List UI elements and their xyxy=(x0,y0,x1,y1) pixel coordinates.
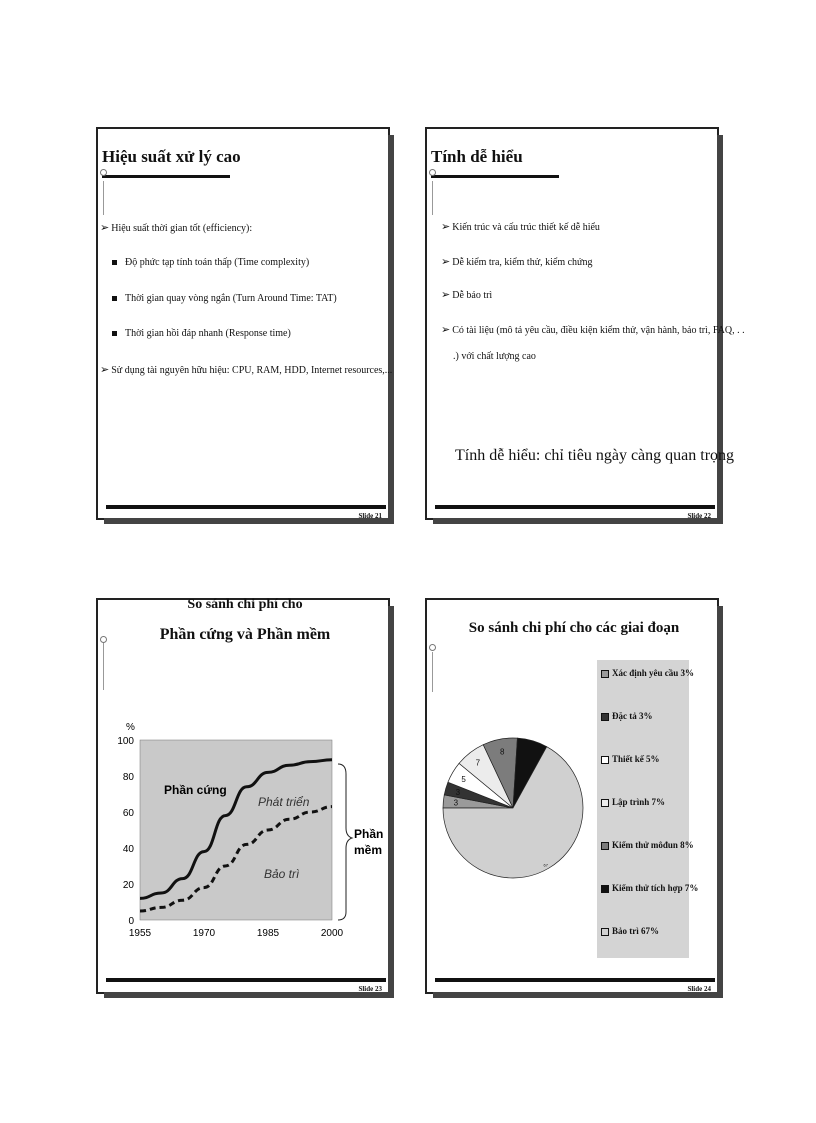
legend-item xyxy=(601,840,694,850)
x-tick-label: 1970 xyxy=(192,928,216,939)
sub-bullet-item xyxy=(112,293,337,304)
legend-label: Thiết kế 5% xyxy=(612,754,660,764)
title-underline xyxy=(431,175,559,178)
slide-shadow xyxy=(433,518,723,524)
bullet-text: Có tài liệu (mô tả yêu cầu, điều kiện kiểm thử, vận hành, bảo trì, FAQ, . . xyxy=(452,325,745,336)
slide-shadow xyxy=(717,606,723,998)
bullet-item xyxy=(100,363,392,376)
arrow-bullet-icon: ➢ xyxy=(100,222,110,234)
legend-swatch-icon xyxy=(601,842,609,850)
legend-item xyxy=(601,797,665,807)
y-tick-label: 0 xyxy=(128,916,134,927)
slide-21 xyxy=(96,127,393,520)
bullet-text: Sử dụng tài nguyên hữu hiệu: CPU, RAM, HDD, Internet resources,... xyxy=(111,365,393,376)
slide-24 xyxy=(425,598,719,994)
x-tick-label: 1955 xyxy=(128,928,152,939)
emphasis-text: Tính dễ hiểu: chỉ tiêu ngày càng quan trọng xyxy=(455,447,735,464)
arrow-bullet-icon: ➢ xyxy=(441,289,451,301)
legend-item xyxy=(601,883,698,893)
chart-plot-area xyxy=(140,740,332,920)
title-underline xyxy=(102,175,230,178)
slide-title: So sánh chi phí cho các giai đoạn xyxy=(468,620,680,636)
legend-item xyxy=(601,711,653,721)
slide-shadow xyxy=(388,606,394,998)
label-maint: Bảo trì xyxy=(264,867,300,881)
bullet-text: Thời gian hồi đáp nhanh (Response time) xyxy=(125,328,291,339)
bullet-text: Dễ kiểm tra, kiểm thử, kiểm chứng xyxy=(452,257,593,268)
rule-knob xyxy=(429,644,436,651)
cost-area-chart xyxy=(98,710,388,980)
slide-number: Slide 24 xyxy=(687,985,711,993)
legend-label: Xác định yêu cầu 3% xyxy=(612,668,695,678)
pie-slice-label: 7 xyxy=(475,758,481,768)
arrow-bullet-icon: ➢ xyxy=(441,324,451,336)
bullet-text: Dễ bảo trì xyxy=(452,290,493,301)
bullet-text: Thời gian quay vòng ngắn (Turn Around Time: TAT) xyxy=(125,293,337,304)
brace-icon xyxy=(338,764,352,920)
bullet-text: Hiệu suất thời gian tốt (efficiency): xyxy=(111,223,253,234)
slide-title: So sánh chi phí cho xyxy=(187,597,303,612)
x-tick-label: 1985 xyxy=(256,928,280,939)
slide-22 xyxy=(425,127,745,520)
slide-title: Hiệu suất xử lý cao xyxy=(102,147,241,166)
bullet-item xyxy=(441,220,600,233)
legend-label: Kiểm thử tích hợp 7% xyxy=(612,883,699,893)
pie-slice-label: 3 xyxy=(453,798,459,808)
arrow-bullet-icon: ➢ xyxy=(441,256,451,268)
legend-label: Lập trình 7% xyxy=(612,797,666,807)
square-bullet-icon xyxy=(112,296,117,301)
vertical-rule xyxy=(432,181,433,215)
pie-slice-label: 8 xyxy=(500,747,505,757)
pie-slice-label: 3 xyxy=(455,787,461,797)
legend-label: Kiểm thử môđun 8% xyxy=(612,840,694,850)
slide-title: Tính dễ hiểu xyxy=(431,147,523,166)
brace-label-2: mềm xyxy=(354,843,383,857)
y-axis-label: % xyxy=(126,722,135,733)
y-tick-label: 80 xyxy=(122,772,134,783)
slide-subtitle: Phần cứng và Phần mềm xyxy=(159,626,331,643)
legend-swatch-icon xyxy=(601,928,609,936)
slide-shadow xyxy=(104,992,394,998)
bullet-item xyxy=(441,323,745,336)
bullet-item xyxy=(441,288,492,301)
legend-swatch-icon xyxy=(601,713,609,721)
bullet-text: .) với chất lượng cao xyxy=(453,351,536,362)
footer-bar xyxy=(106,505,386,509)
bullet-item xyxy=(100,221,252,234)
phase-cost-pie-chart xyxy=(431,676,591,936)
footer-bar xyxy=(106,978,386,982)
legend-label: Đặc tả 3% xyxy=(612,711,653,721)
slide-number: Slide 22 xyxy=(687,512,711,520)
vertical-rule xyxy=(103,181,104,215)
slide-shadow xyxy=(433,992,723,998)
pie-slice-label: 5 xyxy=(461,774,466,784)
slide-shadow xyxy=(388,135,394,524)
slide-number: Slide 21 xyxy=(358,512,382,520)
label-dev: Phát triển xyxy=(258,795,310,809)
square-bullet-icon xyxy=(112,331,117,336)
bullet-text: Kiến trúc và cấu trúc thiết kế dễ hiểu xyxy=(452,222,600,233)
y-tick-label: 40 xyxy=(122,844,134,855)
legend-swatch-icon xyxy=(601,756,609,764)
y-tick-label: 100 xyxy=(117,736,134,747)
legend-swatch-icon xyxy=(601,799,609,807)
rule-knob xyxy=(429,169,436,176)
y-tick-label: 20 xyxy=(122,880,134,891)
rule-knob xyxy=(100,169,107,176)
slide-23 xyxy=(96,598,390,994)
legend-item xyxy=(601,926,659,936)
rule-knob xyxy=(100,636,107,643)
square-bullet-icon xyxy=(112,260,117,265)
legend-swatch-icon xyxy=(601,670,609,678)
label-hardware: Phần cứng xyxy=(164,783,227,797)
footer-bar xyxy=(435,978,715,982)
y-tick-label: 60 xyxy=(122,808,134,819)
arrow-bullet-icon: ➢ xyxy=(441,221,451,233)
slide-number: Slide 23 xyxy=(358,985,382,993)
x-tick-label: 2000 xyxy=(320,928,344,939)
bullet-text: Độ phức tạp tính toán thấp (Time complexity) xyxy=(125,257,310,268)
sub-bullet-item xyxy=(112,328,291,339)
bullet-continuation xyxy=(453,351,536,362)
bullet-item xyxy=(441,255,592,268)
slide-shadow xyxy=(104,518,394,524)
vertical-rule xyxy=(103,642,104,690)
legend-item xyxy=(601,668,694,678)
arrow-bullet-icon: ➢ xyxy=(100,364,110,376)
pie-legend xyxy=(597,660,699,958)
legend-label: Bảo trì 67% xyxy=(612,926,659,936)
brace-label-1: Phần xyxy=(354,827,384,841)
legend-item xyxy=(601,754,660,764)
legend-swatch-icon xyxy=(601,885,609,893)
sub-bullet-item xyxy=(112,257,309,268)
footer-bar xyxy=(435,505,715,509)
pie-slice-label: 67 xyxy=(543,862,549,868)
